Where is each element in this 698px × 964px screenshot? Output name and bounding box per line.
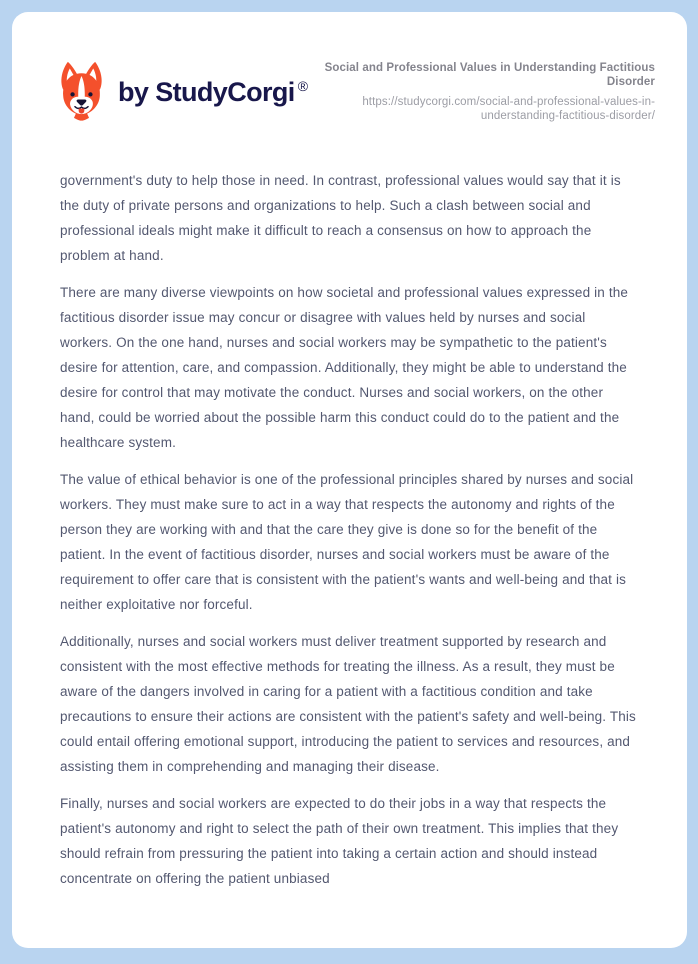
studycorgi-logo: [58, 60, 307, 124]
article-body: [12, 124, 687, 891]
article-paragraph: There are many diverse viewpoints on how societal and professional values expressed in the factitious disorder issue may concur or disagree with values held by nurses and social workers. On the one hand, nurses and social workers may be sympathetic to the patient's desire for attention, care, and compassion. Additionally, they might be able to understand the desire for control that may motivate the conduct. Nurses and social workers, on the other hand, could be worried about the possible harm this conduct could do to the patient and the healthcare system.: [60, 285, 629, 450]
document-url-link[interactable]: https://studycorgi.com/social-and-professional-values-in-understanding-factitious-disorder/: [362, 95, 655, 122]
article-paragraph: government's duty to help those in need. In contrast, professional values would say that it is the duty of private persons and organizations to help. Such a clash between social and professional ideals might make it difficult to reach a consensus on how to approach the problem at hand.: [60, 173, 621, 263]
document-title: Social and Professional Values in Understanding Factitious Disorder: [324, 61, 655, 88]
document-header: [12, 12, 687, 124]
brand-text: by StudyCorgi ®: [118, 76, 308, 107]
article-paragraph: The value of ethical behavior is one of the professional principles shared by nurses and social workers. They must make sure to act in a way that respects the autonomy and rights of the person they are working with and that the care they give is done so for the benefit of the patient. In the event of factitious disorder, nurses and social workers must be aware of the requirement to offer care that is consistent with the patient's wants and well-being and that is neither exploitative nor forceful.: [60, 472, 634, 612]
article-paragraph: Finally, nurses and social workers are expected to do their jobs in a way that respects the patient's autonomy and right to select the path of their own treatment. This implies that they should refrain from pressuring the patient into taking a certain action and should instead concentrate on offering the patient unbiased: [60, 796, 619, 886]
document-card: [12, 12, 687, 948]
article-paragraph: Additionally, nurses and social workers must deliver treatment supported by research and consistent with the most effective methods for treating the illness. As a result, they must be aware of the dangers involved in caring for a patient with a factitious condition and take precautions to ensure their actions are consistent with the patient's safety and well-being. This could entail offering emotional support, introducing the patient to services and resources, and assisting them in comprehending and managing their disease.: [60, 634, 636, 774]
corgi-logo-icon: [58, 60, 105, 124]
registered-trademark: ®: [297, 77, 308, 94]
document-meta: [313, 61, 655, 124]
